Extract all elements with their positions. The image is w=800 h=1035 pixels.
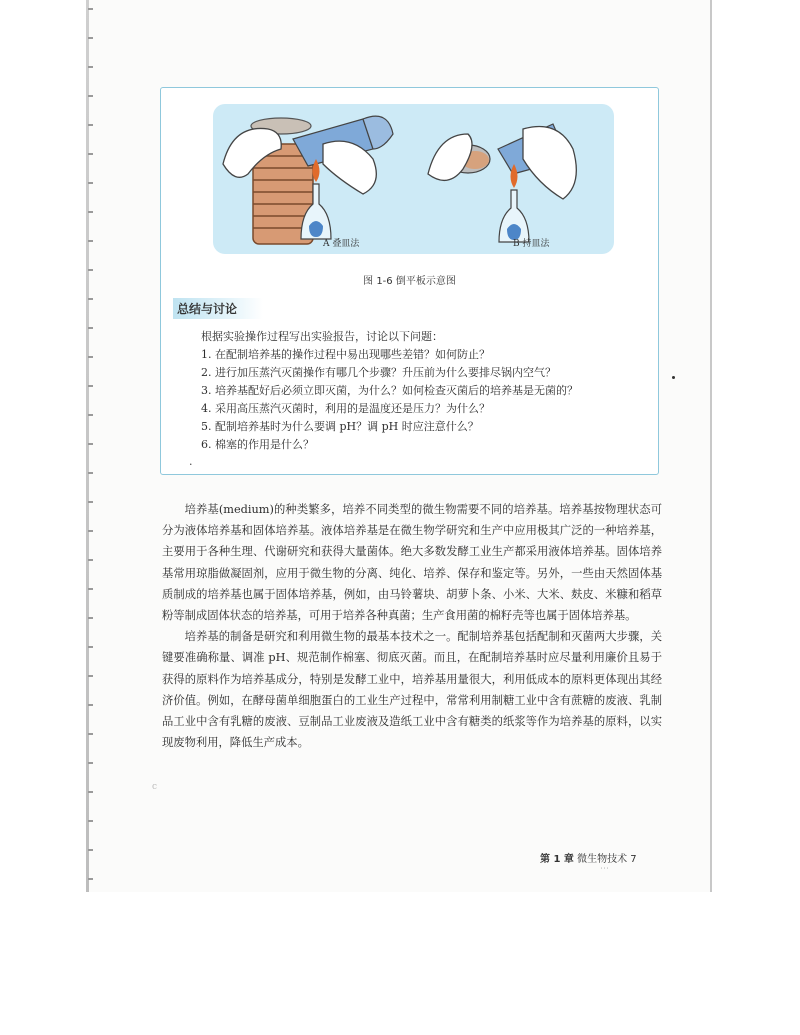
burner-b [499,164,529,242]
binding-tick [88,95,93,97]
binding-tick [88,675,93,677]
footer-chapter: 第 1 章 [540,854,574,865]
discussion-question: 4. 采用高压蒸汽灭菌时，利用的是温度还是压力？为什么？ [201,402,490,415]
binding-tick [88,559,93,561]
scan-speck [672,376,675,379]
binding-tick [88,240,93,242]
binding-tick [88,211,93,213]
watermark: ⋯ [600,864,609,874]
page-right-edge [710,0,712,892]
binding-tick [88,443,93,445]
binding-tick [88,617,93,619]
binding-tick [88,820,93,822]
figure-panel [213,104,614,254]
binding-tick [88,182,93,184]
discussion-question: 6. 棉塞的作用是什么？ [201,438,314,451]
binding-tick [88,414,93,416]
footer-page-number: 7 [630,854,637,865]
footer-chapter-title: 微生物技术 [577,854,628,865]
binding-tick [88,269,93,271]
discussion-question: 2. 进行加压蒸汽灭菌操作有哪几个步骤？升压前为什么要排尽锅内空气？ [201,366,556,379]
binding-tick [88,37,93,39]
binding-tick [88,733,93,735]
binding-tick [88,8,93,10]
body-paragraph: 培养基的制备是研究和利用微生物的最基本技术之一。配制培养基包括配制和灭菌两大步骤，关键要准确称量、调准 pH、规范制作棉塞、彻底灭菌。而且，在配制培养基时应尽量利用廉价且易于获得的原料作为培养基成分，特别是发酵工业中，培养基用量很大，利用低成本的原料更体现出其经济价值。例如，在酵母菌单细胞蛋白的工业生产过程中，常常利用制糖工业中含有蔗糖的废液、乳制品工业中含有乳糖的废液、豆制品工业废液及造纸工业中含有糖类的纸浆等作为培养基的原料，以实现废物利用，降低生产成本。 [162,630,662,750]
binding-tick [88,153,93,155]
discussion-intro: 根据实验操作过程写出实验报告，讨论以下问题： [201,330,443,343]
binding-tick [88,298,93,300]
margin-dot: . [189,455,193,468]
binding-tick [88,124,93,126]
hand-right-b [523,127,576,200]
figure-label-b: B 持皿法 [513,239,550,249]
binding-tick [88,791,93,793]
binding-tick [88,472,93,474]
page-footer [540,850,637,865]
binding-tick [88,66,93,68]
binding-tick [88,704,93,706]
figure-label-a: A 叠皿法 [323,239,360,249]
binding-tick [88,878,93,880]
page-left-edge [86,0,89,892]
body-paragraph: 培养基(medium)的种类繁多，培养不同类型的微生物需要不同的培养基。培养基按物理状态可分为液体培养基和固体培养基。液体培养基是在微生物学研究和生产中应用极其广泛的一种培养基，主要用于各种生理、代谢研究和获得大量菌体。绝大多数发酵工业生产都采用液体培养基。固体培养基常用琼脂做凝固剂，应用于微生物的分离、纯化、培养、保存和鉴定等。另外，一些由天然固体基质制成的培养基也属于固体培养基，例如，由马铃薯块、胡萝卜条、小米、大米、麸皮、米糠和稻草粉等制成固体状态的培养基，可用于培养各种真菌；生产食用菌的棉籽壳等也属于固体培养基。 [162,503,662,623]
discussion-title: 总结与讨论 [173,298,263,319]
binding-tick [88,356,93,358]
discussion-question: 1. 在配制培养基的操作过程中易出现哪些差错？如何防止？ [201,348,490,361]
binding-tick [88,501,93,503]
binding-tick [88,762,93,764]
binding-tick [88,327,93,329]
binding-tick [88,588,93,590]
binding-tick [88,646,93,648]
binding-tick [88,849,93,851]
figure-caption: 图 1-6 倒平板示意图 [363,276,456,287]
discussion-box [160,87,659,475]
pour-plate-illustration [213,104,614,254]
discussion-list [201,328,651,454]
binding-tick [88,530,93,532]
scan-mark: c [152,782,158,792]
discussion-question: 5. 配制培养基时为什么要调 pH？调 pH 时应注意什么？ [201,420,479,433]
discussion-question: 3. 培养基配好后必须立即灭菌，为什么？如何检查灭菌后的培养基是无菌的？ [201,384,578,397]
binding-tick [88,385,93,387]
body-text [162,499,662,753]
